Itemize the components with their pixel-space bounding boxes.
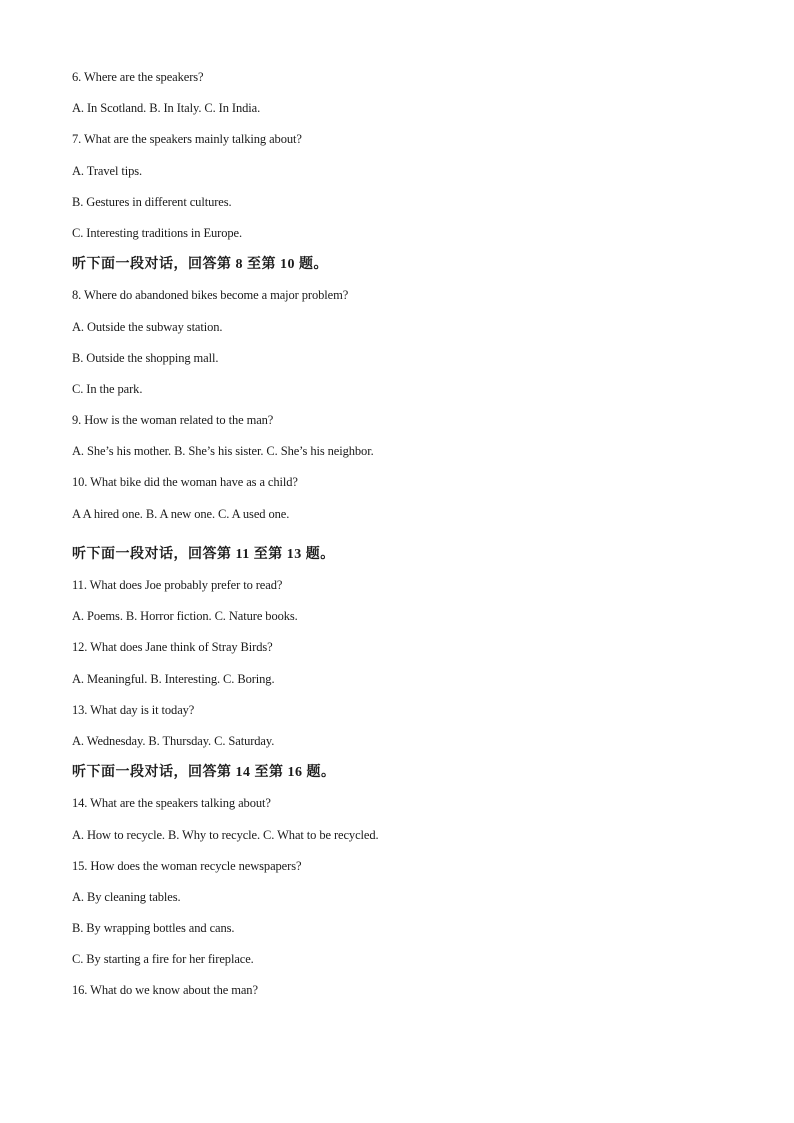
question-15: 15. How does the woman recycle newspapers? <box>72 858 302 873</box>
section-heading: 听下面一段对话，回答第 11 至第 13 题。 <box>72 546 335 562</box>
answer-options: A. Wednesday. B. Thursday. C. Saturday. <box>72 733 275 748</box>
question-7: 7. What are the speakers mainly talking about? <box>72 132 302 147</box>
question-11: 11. What does Joe probably prefer to read? <box>72 578 283 592</box>
section-heading: 听下面一段对话，回答第 14 至第 16 题。 <box>72 765 336 781</box>
answer-options: A. Poems. B. Horror fiction. C. Nature books. <box>72 609 298 624</box>
answer-options: A. In Scotland. B. In Italy. C. In India. <box>72 101 261 116</box>
question-6: 6. Where are the speakers? <box>72 70 204 84</box>
question-14: 14. What are the speakers talking about? <box>72 796 271 811</box>
answer-option-a: A. Travel tips. <box>72 163 143 178</box>
answer-options: A. She’s his mother. B. She’s his sister. C. She’s his neighbor. <box>72 444 374 459</box>
question-10: 10. What bike did the woman have as a child? <box>72 475 298 490</box>
answer-option-b: B. Outside the shopping mall. <box>72 350 219 365</box>
answer-option-a: A. Outside the subway station. <box>72 319 223 334</box>
answer-option-c: C. By starting a fire for her fireplace. <box>72 952 254 967</box>
answer-option-c: C. In the park. <box>72 381 143 396</box>
answer-option-a: A. By cleaning tables. <box>72 889 181 904</box>
document-page <box>72 62 732 1007</box>
answer-options: A A hired one. B. A new one. C. A used one. <box>72 506 290 521</box>
section-heading: 听下面一段对话，回答第 8 至第 10 题。 <box>72 257 328 273</box>
question-12: 12. What does Jane think of Stray Birds? <box>72 640 273 655</box>
answer-option-c: C. Interesting traditions in Europe. <box>72 225 242 240</box>
answer-options: A. Meaningful. B. Interesting. C. Boring. <box>72 671 275 686</box>
question-13: 13. What day is it today? <box>72 702 195 717</box>
question-8: 8. Where do abandoned bikes become a major problem? <box>72 288 349 303</box>
answer-option-b: B. Gestures in different cultures. <box>72 194 232 209</box>
question-16: 16. What do we know about the man? <box>72 983 258 998</box>
answer-option-b: B. By wrapping bottles and cans. <box>72 921 235 936</box>
answer-options: A. How to recycle. B. Why to recycle. C. What to be recycled. <box>72 827 379 842</box>
question-9: 9. How is the woman related to the man? <box>72 413 274 428</box>
